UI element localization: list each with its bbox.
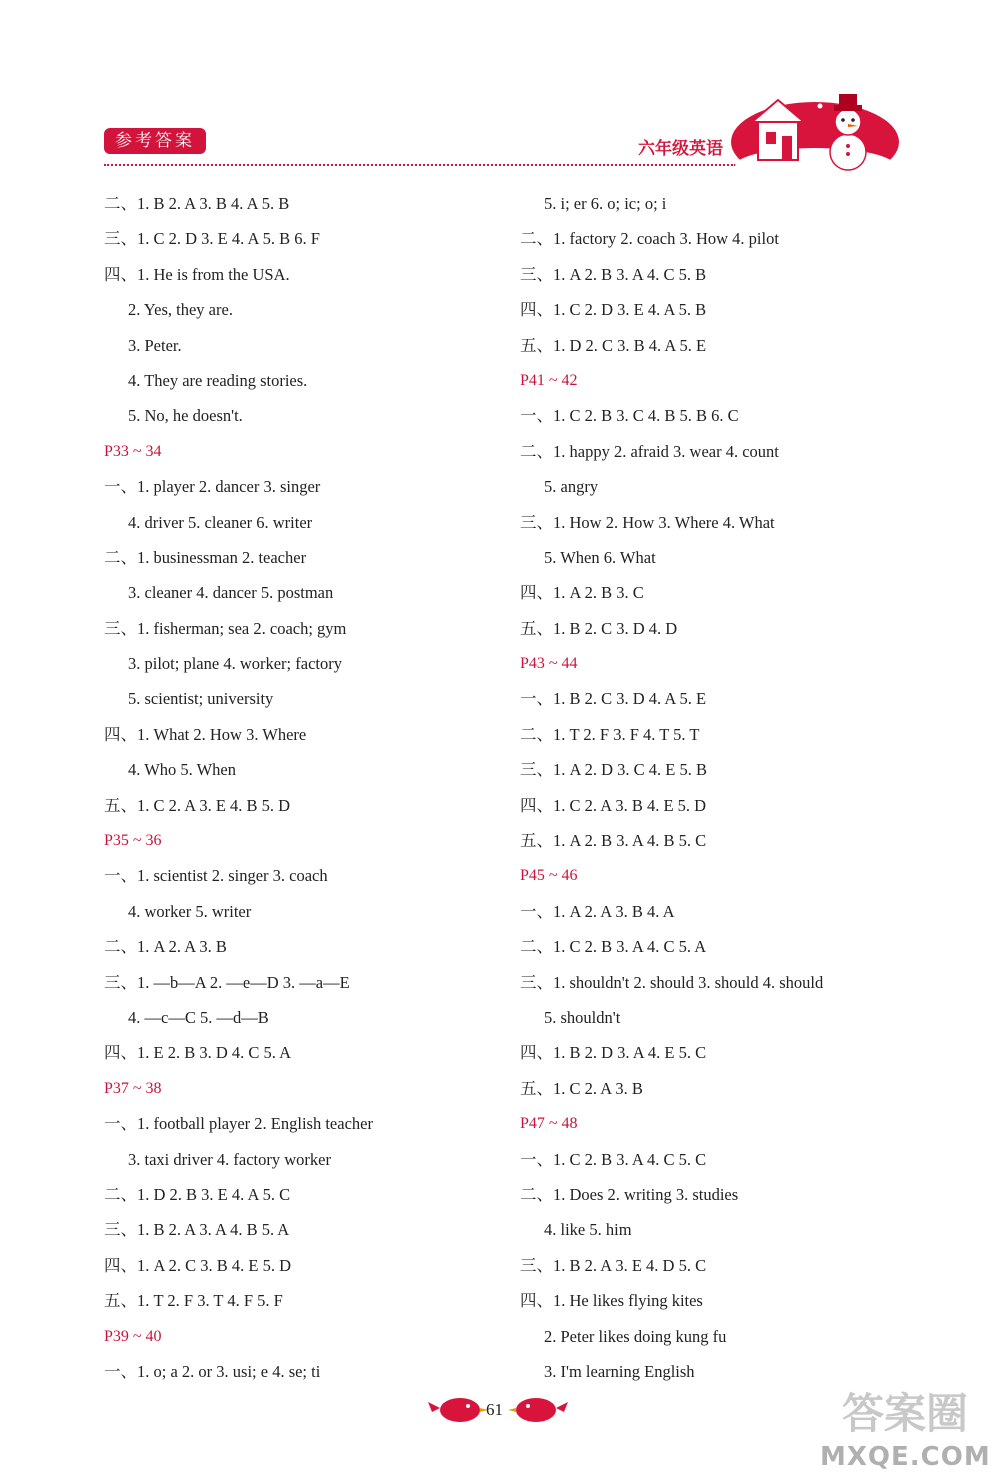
answer-line: 三、1. C 2. D 3. E 4. A 5. B 6. F	[104, 229, 320, 249]
answer-line: 四、1. E 2. B 3. D 4. C 5. A	[104, 1043, 292, 1063]
right-answer-column	[520, 186, 940, 1389]
answer-line: 3. Peter.	[128, 335, 182, 355]
answer-line: 四、1. C 2. D 3. E 4. A 5. B	[520, 300, 707, 320]
answer-line: 3. pilot; plane 4. worker; factory	[128, 654, 342, 674]
answer-line: 三、1. shouldn't 2. should 3. should 4. should	[520, 972, 824, 992]
answer-line: 二、1. Does 2. writing 3. studies	[520, 1184, 739, 1204]
answer-line: 二、1. D 2. B 3. E 4. A 5. C	[104, 1184, 291, 1204]
answer-line: 四、1. He is from the USA.	[104, 264, 290, 284]
answer-line: 4. like 5. him	[544, 1220, 632, 1240]
answer-line: 二、1. B 2. A 3. B 4. A 5. B	[104, 194, 290, 213]
page-range-heading: P39 ~ 40	[104, 1327, 162, 1345]
answer-line: 5. angry	[544, 477, 599, 497]
answer-line: 一、1. player 2. dancer 3. singer	[104, 477, 321, 497]
answer-line: 5. When 6. What	[544, 547, 656, 567]
bird-right-icon	[508, 1390, 568, 1426]
answer-line: 四、1. A 2. C 3. B 4. E 5. D	[104, 1255, 292, 1275]
answer-line: 五、1. D 2. C 3. B 4. A 5. E	[520, 335, 707, 355]
answer-line: 一、1. C 2. B 3. C 4. B 5. B 6. C	[520, 406, 739, 426]
answer-line: 4. worker 5. writer	[128, 901, 252, 921]
answer-line: 二、1. factory 2. coach 3. How 4. pilot	[520, 229, 779, 249]
answer-key-badge: 参考答案	[104, 128, 206, 154]
page-range-heading: P45 ~ 46	[520, 867, 578, 885]
page-range-heading: P35 ~ 36	[104, 832, 162, 850]
answer-line: 三、1. A 2. D 3. C 4. E 5. B	[520, 760, 708, 780]
header-divider	[104, 164, 736, 166]
answer-line: 二、1. happy 2. afraid 3. wear 4. count	[520, 441, 779, 461]
answer-line: 5. No, he doesn't.	[128, 406, 243, 426]
answer-line: 三、1. fisherman; sea 2. coach; gym	[104, 618, 347, 638]
watermark-logo	[820, 1384, 990, 1440]
grade-subject-label: 六年级英语	[638, 139, 723, 159]
answer-line: 五、1. C 2. A 3. E 4. B 5. D	[104, 795, 291, 815]
answer-line: 五、1. B 2. C 3. D 4. D	[520, 618, 678, 638]
watermark-url: MXQE.COM	[820, 1442, 991, 1472]
answer-line: 五、1. T 2. F 3. T 4. F 5. F	[104, 1291, 283, 1311]
answer-line: 5. i; er 6. o; ic; o; i	[544, 194, 667, 213]
answer-line: 四、1. C 2. A 3. B 4. E 5. D	[520, 795, 707, 815]
site-watermark	[820, 1384, 990, 1474]
page-range-heading: P47 ~ 48	[520, 1115, 578, 1133]
answer-line: 2. Peter likes doing kung fu	[544, 1326, 727, 1346]
svg-text:答案圈: 答案圈	[841, 1389, 969, 1438]
answer-line: 二、1. T 2. F 3. F 4. T 5. T	[520, 724, 700, 744]
answer-line: 三、1. A 2. B 3. A 4. C 5. B	[520, 264, 707, 284]
bird-left-icon	[428, 1390, 488, 1426]
answer-line: 五、1. A 2. B 3. A 4. B 5. C	[520, 831, 707, 851]
answer-line: 一、1. C 2. B 3. A 4. C 5. C	[520, 1149, 707, 1169]
answer-line: 四、1. B 2. D 3. A 4. E 5. C	[520, 1043, 707, 1063]
answer-line: 4. driver 5. cleaner 6. writer	[128, 512, 313, 532]
answer-line: 3. taxi driver 4. factory worker	[128, 1149, 331, 1169]
page-header	[0, 0, 1000, 200]
answer-line: 3. I'm learning English	[544, 1361, 695, 1381]
answer-line: 四、1. He likes flying kites	[520, 1291, 703, 1311]
snowman-house-illustration	[730, 84, 900, 184]
answer-line: 2. Yes, they are.	[128, 300, 233, 320]
answer-line: 4. They are reading stories.	[128, 370, 308, 390]
answer-line: 三、1. How 2. How 3. Where 4. What	[520, 512, 775, 532]
answer-line: 三、1. B 2. A 3. E 4. D 5. C	[520, 1255, 707, 1275]
answer-line: 二、1. C 2. B 3. A 4. C 5. A	[520, 937, 707, 957]
answer-line: 三、1. —b—A 2. —e—D 3. —a—E	[104, 972, 350, 992]
answer-line: 二、1. businessman 2. teacher	[104, 547, 307, 567]
page-number: 61	[486, 1400, 503, 1419]
answer-line: 二、1. A 2. A 3. B	[104, 937, 227, 957]
answer-line: 五、1. C 2. A 3. B	[520, 1078, 643, 1098]
answer-line: 四、1. A 2. B 3. C	[520, 583, 644, 603]
page-range-heading: P33 ~ 34	[104, 442, 162, 460]
page-range-heading: P41 ~ 42	[520, 371, 578, 389]
page-range-heading: P43 ~ 44	[520, 655, 578, 673]
answer-line: 5. shouldn't	[544, 1007, 621, 1027]
answer-line: 一、1. B 2. C 3. D 4. A 5. E	[520, 689, 707, 709]
answer-line: 四、1. What 2. How 3. Where	[104, 724, 307, 744]
answer-line: 一、1. A 2. A 3. B 4. A	[520, 901, 675, 921]
left-answer-column	[104, 186, 484, 1389]
answer-line: 一、1. scientist 2. singer 3. coach	[104, 866, 328, 886]
answer-line: 一、1. o; a 2. or 3. usi; e 4. se; ti	[104, 1361, 321, 1381]
answer-line: 4. Who 5. When	[128, 760, 236, 780]
answer-line: 3. cleaner 4. dancer 5. postman	[128, 583, 334, 603]
answer-line: 三、1. B 2. A 3. A 4. B 5. A	[104, 1220, 290, 1240]
page-range-heading: P37 ~ 38	[104, 1079, 162, 1097]
answer-line: 4. —c—C 5. —d—B	[128, 1007, 269, 1027]
answer-line: 5. scientist; university	[128, 689, 274, 709]
answer-line: 一、1. football player 2. English teacher	[104, 1114, 373, 1134]
